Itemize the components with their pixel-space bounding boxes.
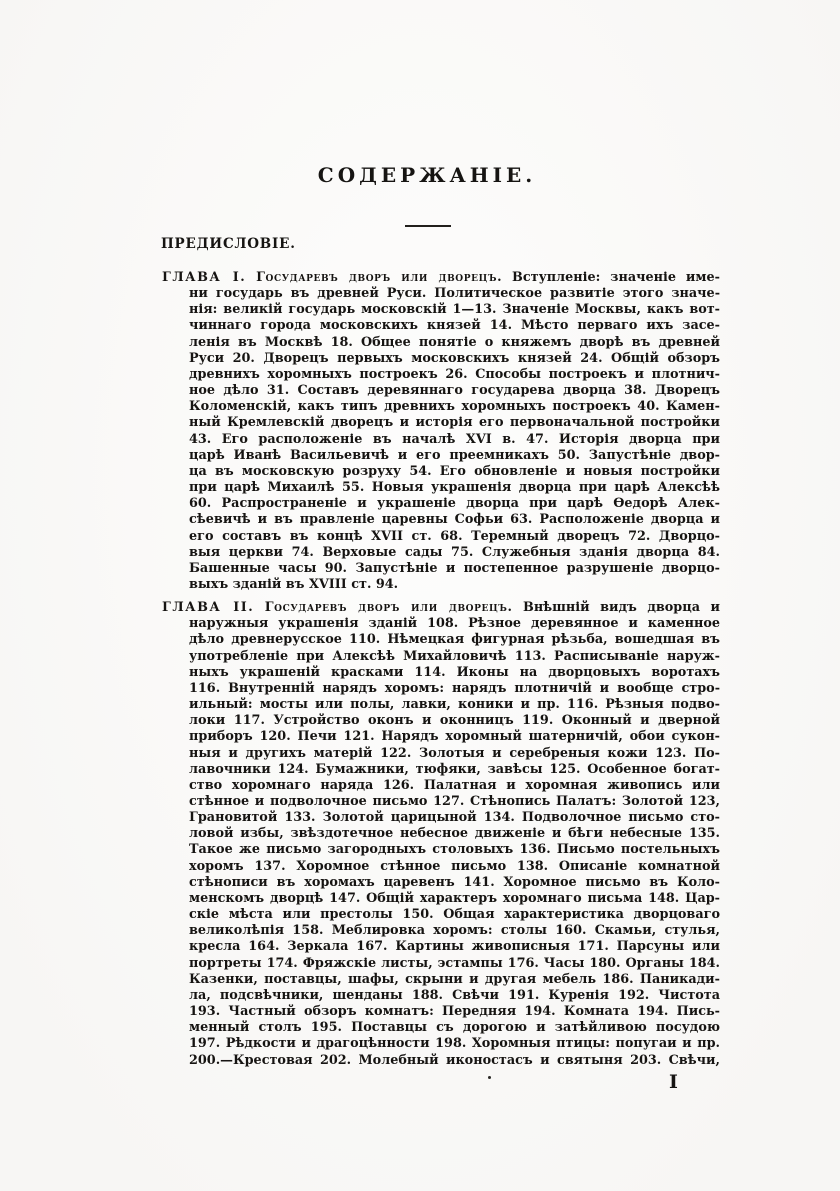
chapter-2-first-line-rest: Внѣшній видъ дворца и bbox=[523, 600, 720, 616]
toc-line: стѣнописи въ хоромахъ царевенъ 141. Хоромное письмо въ Коло- bbox=[189, 874, 720, 890]
toc-line: 197. Рѣдкости и драгоцѣнности 198. Хоромныя птицы: попугаи и пр. bbox=[189, 1036, 720, 1052]
toc-line: Казенки, поставцы, шафы, скрыни и другая мебель 186. Паникади- bbox=[189, 971, 720, 987]
toc-line: менскомъ дворцѣ 147. Общій характеръ хоромнаго письма 148. Цар- bbox=[189, 890, 720, 906]
chapter-2-first-line bbox=[162, 600, 720, 616]
toc-line: кресла 164. Зеркала 167. Картины живописныя 171. Парсуны или bbox=[189, 939, 720, 955]
page-signature: I bbox=[669, 1071, 678, 1093]
toc-line: менный столъ 195. Поставцы съ дорогою и затѣйливою посудою bbox=[189, 1020, 720, 1036]
toc-line: сѣевичѣ и въ правленіе царевны Софьи 63. Расположеніе дворца и bbox=[189, 512, 720, 528]
toc-line: 43. Его расположеніе въ началѣ XVI в. 47. Исторія дворца при bbox=[189, 431, 720, 447]
chapter-1-first-line bbox=[162, 270, 720, 286]
preface-heading: ПРЕДИСЛОВІЕ. bbox=[161, 236, 296, 252]
toc-line: нія: великій государь московскій 1—13. Значеніе Москвы, какъ вот- bbox=[189, 302, 720, 318]
ink-speck bbox=[488, 1076, 491, 1079]
chapter-1-first-line-rest: Вступленіе: значеніе име- bbox=[512, 270, 720, 285]
toc-line: чиннаго города московскихъ князей 14. Мѣсто перваго ихъ засе- bbox=[189, 318, 720, 334]
toc-line: лавочники 124. Бумажники, тюфяки, завѣсы 125. Особенное богат- bbox=[189, 761, 720, 777]
chapter-2-lines bbox=[189, 616, 720, 1068]
toc-line: хоромъ 137. Хоромное стѣнное письмо 138. Описаніе комнатной bbox=[189, 858, 720, 874]
toc-line: стѣнное и подволочное письмо 127. Стѣнопись Палатъ: Золотой 123, bbox=[189, 794, 720, 809]
chapter-2-heading: ГЛАВА II. bbox=[162, 600, 255, 616]
toc-line: выхъ зданій въ XVIII ст. 94. bbox=[189, 576, 399, 592]
toc-line: 116. Внутренній нарядъ хоромъ: нарядъ плотничій и вообще стро- bbox=[189, 680, 720, 696]
chapter-1-subject: Государевъ дворъ или дворецъ. bbox=[256, 270, 503, 285]
toc-line: ильный: мосты или полы, лавки, коники и пр. 116. Рѣзныя подво- bbox=[189, 697, 720, 713]
toc-line: наружныя украшенія зданій 108. Рѣзное деревянное и каменное bbox=[189, 616, 720, 632]
title-divider-rule bbox=[405, 225, 451, 227]
toc-line: приборъ 120. Печи 121. Нарядъ хоромный шатерничій, обои сукон- bbox=[189, 729, 720, 745]
toc-line: ное дѣло 31. Составъ деревяннаго государева дворца 38. Дворецъ bbox=[189, 383, 720, 399]
toc-line: 60. Распространеніе и украшеніе дворца при царѣ Ѳедорѣ Алек- bbox=[189, 496, 720, 512]
table-of-contents bbox=[162, 270, 720, 1069]
toc-line: 193. Частный обзоръ комнатъ: Передняя 194. Комната 194. Пись- bbox=[189, 1004, 720, 1020]
toc-line: употребленіе при Алексѣѣ Михайловичѣ 113. Расписываніе наруж- bbox=[189, 648, 720, 664]
page-title: СОДЕРЖАНІЕ. bbox=[317, 163, 537, 187]
toc-line: Грановитой 133. Золотой царицыной 134. Подволочное письмо сто- bbox=[189, 810, 720, 826]
toc-line: Такое же письмо загородныхъ столовыхъ 136. Письмо постельныхъ bbox=[189, 842, 720, 858]
toc-line: Башенные часы 90. Запустѣніе и постепенное разрушеніе дворцо- bbox=[189, 560, 720, 576]
toc-line: локи 117. Устройство оконъ и оконницъ 119. Оконный и дверной bbox=[189, 713, 720, 729]
toc-line: портреты 174. Фряжскіе листы, эстампы 176. Часы 180. Органы 184. bbox=[189, 955, 720, 971]
toc-line: великолѣпія 158. Меблировка хоромъ: столы 160. Скамьи, стулья, bbox=[189, 923, 720, 939]
toc-line: при царѣ Михаилѣ 55. Новыя украшенія дворца при царѣ Алексѣѣ bbox=[189, 480, 720, 496]
toc-line: ла, подсвѣчники, шенданы 188. Свѣчи 191. Куренія 192. Чистота bbox=[189, 987, 720, 1003]
toc-line: древнихъ хоромныхъ построекъ 26. Способы построекъ и плотнич- bbox=[189, 366, 720, 382]
chapter-1-heading: ГЛАВА I. bbox=[162, 270, 247, 285]
chapter-1-entry bbox=[162, 270, 720, 593]
toc-line: дѣло древнерусское 110. Нѣмецкая фигурная рѣзьба, вошедшая въ bbox=[189, 632, 720, 648]
toc-line: ныя и другихъ матерій 122. Золотыя и серебреныя кожи 123. По- bbox=[189, 745, 720, 761]
toc-line: его составъ въ концѣ XVII ст. 68. Теремный дворецъ 72. Дворцо- bbox=[189, 528, 720, 544]
toc-line: ленія въ Москвѣ 18. Общее понятіе о княжемъ дворѣ въ древней bbox=[189, 334, 720, 350]
toc-line: ныхъ украшеній красками 114. Иконы на дворцовыхъ воротахъ bbox=[189, 664, 720, 680]
toc-line: Коломенскій, какъ типъ древнихъ хоромныхъ построекъ 40. Камен- bbox=[189, 399, 720, 415]
toc-line: царѣ Иванѣ Васильевичѣ и его преемникахъ 50. Запустѣніе двор- bbox=[189, 447, 720, 463]
toc-line: скіе мѣста или престолы 150. Общая характеристика дворцоваго bbox=[189, 907, 720, 923]
toc-line: ца въ московскую розруху 54. Его обновленіе и новыя постройки bbox=[189, 463, 720, 479]
toc-line: выя церкви 74. Верховые сады 75. Служебныя зданія дворца 84. bbox=[189, 544, 720, 560]
chapter-2-subject: Государевъ дворъ или дворецъ. bbox=[264, 600, 513, 616]
chapter-2-entry bbox=[162, 600, 720, 1069]
toc-line: ловой избы, звѣздотечное небесное движеніе и бѣги небесные 135. bbox=[189, 826, 720, 842]
toc-line: ство хоромнаго наряда 126. Палатная и хоромная живопись или bbox=[189, 777, 720, 793]
toc-line: 200.—Крестовая 202. Молебный иконостасъ и святыня 203. Свѣчи, bbox=[189, 1052, 720, 1068]
toc-line: Руси 20. Дворецъ первыхъ московскихъ князей 24. Общій обзоръ bbox=[189, 350, 720, 366]
toc-line: ный Кремлевскій дворецъ и исторія его первоначальной постройки bbox=[189, 415, 720, 431]
toc-line: ни государь въ древней Руси. Политическое развитіе этого значе- bbox=[189, 286, 720, 302]
chapter-1-lines bbox=[189, 286, 720, 593]
